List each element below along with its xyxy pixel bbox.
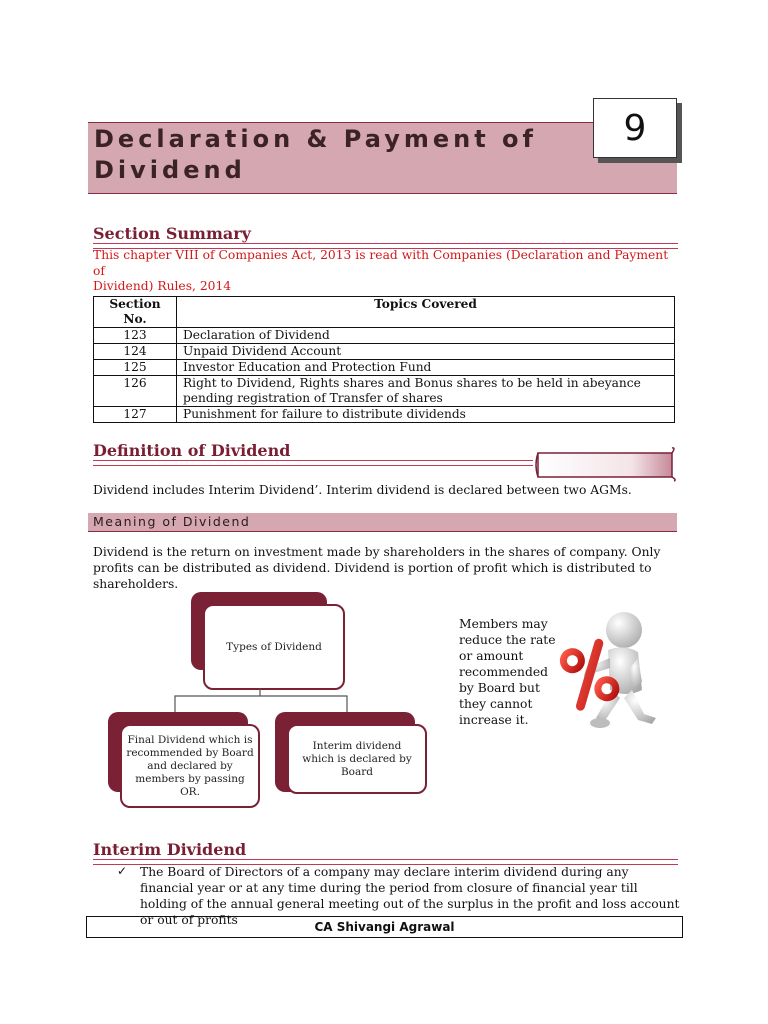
header-section-no: Section No. [94, 297, 177, 328]
section-summary-heading: Section Summary [93, 224, 251, 243]
interim-dividend-bullet: The Board of Directors of a company may declare interim dividend during any financial year or at any time during the period from closure of financial year till holding of the annual general meeting out of the surplus in the profit and loss account or out of profits [140, 865, 680, 927]
table-row [94, 407, 675, 423]
diagram-interim-dividend-box [287, 724, 427, 794]
header-topics-covered: Topics Covered [177, 297, 675, 328]
diagram-final-dividend-box [120, 724, 260, 808]
section-topic: Punishment for failure to distribute dividends [177, 407, 675, 423]
chapter-title-line1: Declaration & Payment of [94, 125, 537, 153]
chapter-number-box [593, 98, 677, 158]
scroll-banner-icon [532, 446, 678, 482]
meaning-text: Dividend is the return on investment made by shareholders in the shares of company. Only profits can be distributed as dividend. Dividend is portion of profit which is distributed to shareholders. [93, 545, 661, 591]
diagram-interim-dividend-label: Interim dividend which is declared by Board [302, 739, 412, 778]
section-topic: Right to Dividend, Rights shares and Bonus shares to be held in abeyance pending registration of Transfer of shares [177, 376, 675, 407]
definition-text: Dividend includes Interim Dividend’. Interim dividend is declared between two AGMs. [93, 483, 632, 497]
side-note-text: Members may reduce the rate or amount recommended by Board but they cannot increase it. [459, 617, 556, 727]
section-number: 123 [94, 328, 177, 344]
chapter-title [94, 124, 564, 186]
meaning-heading: Meaning of Dividend [93, 514, 251, 529]
diagram-root-label: Types of Dividend [226, 640, 322, 653]
section-number: 126 [94, 376, 177, 407]
definition-heading: Definition of Dividend [93, 441, 291, 460]
chapter-number: 9 [623, 107, 647, 149]
section-topic: Declaration of Dividend [177, 328, 675, 344]
table-row [94, 360, 675, 376]
section-number: 124 [94, 344, 177, 360]
section-number: 125 [94, 360, 177, 376]
table-row [94, 376, 675, 407]
person-holding-percent-icon [552, 610, 664, 738]
table-header-row [94, 297, 675, 328]
footer-author: CA Shivangi Agrawal [86, 916, 683, 938]
checkmark-icon: ✓ [117, 864, 128, 878]
summary-intro-line2: Dividend) Rules, 2014 [93, 279, 232, 293]
interim-dividend-heading: Interim Dividend [93, 840, 247, 859]
section-topic: Unpaid Dividend Account [177, 344, 675, 360]
chapter-title-line2: Dividend [94, 156, 246, 184]
section-topic: Investor Education and Protection Fund [177, 360, 675, 376]
summary-intro-line1: This chapter VIII of Companies Act, 2013 is read with Companies (Declaration and Payment of [93, 248, 669, 278]
section-number: 127 [94, 407, 177, 423]
table-row [94, 328, 675, 344]
diagram-final-dividend-label: Final Dividend which is recommended by Board and declared by members by passing OR. [126, 733, 254, 798]
summary-intro [93, 248, 678, 295]
table-row [94, 344, 675, 360]
definition-rule [93, 460, 533, 466]
topics-table [93, 296, 675, 423]
types-of-dividend-diagram [105, 592, 445, 814]
